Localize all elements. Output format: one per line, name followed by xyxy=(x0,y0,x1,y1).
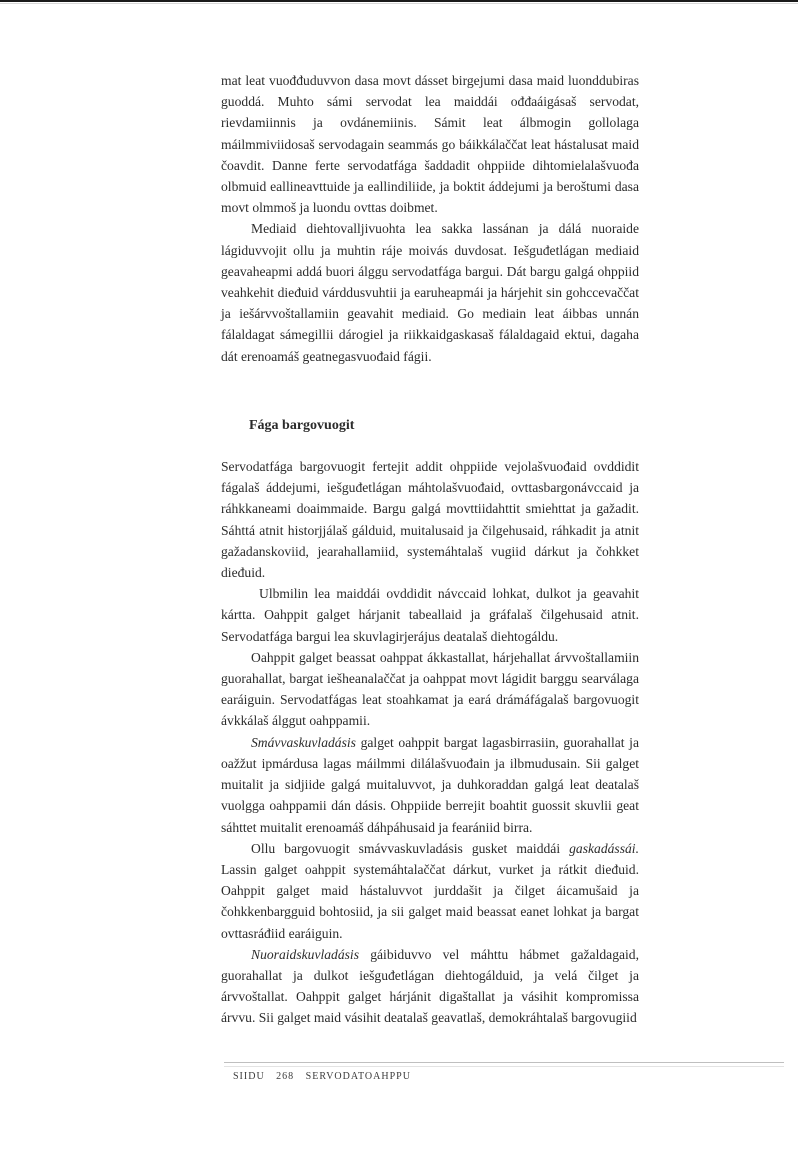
text-run: Ulbmilin lea maiddái ovddidit návccaid lohkat, dulkot ja geavahit kártta. Oahppit galget hárjanit tabeallaid ja gráfalaš čilgehusaid atnit. Servodatfága bargui lea skuvlagirjerájus deatalaš diehtogáldu. xyxy=(221,586,639,644)
paragraph: Mediaid diehtovalljivuohta lea sakka lassánan ja dálá nuoraide lágiduvvojit ollu ja muhtin ráje moivás duvdosat. Iešguđetlágan mediaid geavaheapmi addá buori álggu servodatfága bargui. Dát bargu galgá ohppiid veahkehit dieđuid várddusvuhtii ja earuheapmái ja hárjehit sin gohccevaččat ja iešárvvoštallamiin geavahit mediaid. Go mediain leat áibbas unnán fálaldagat sámegillii dárogiel ja riikkaidgaskasaš fálaldagaid ektui, dagaha dát erenoamáš geatnegasvuođaid fágii. xyxy=(221,221,639,364)
footer-rule-faint xyxy=(224,1066,784,1067)
page-footer xyxy=(233,1071,419,1082)
paragraph xyxy=(221,838,639,944)
footer-rule xyxy=(224,1062,784,1063)
italic-term: gaskadássái. xyxy=(569,840,639,856)
paragraph xyxy=(221,647,639,732)
paragraph xyxy=(221,944,639,1029)
page-number: 268 xyxy=(276,1071,295,1082)
text-run: galget oahppit bargat lagasbirrasiin, guorahallat ja oažžut ipmárdusa lagas máilmmi dilálašvuođain ja ilbmudusain. Sii galget muitalit ja sidjiide galgá muitaluvvot, ja duhkoraddan galgá leat deatalaš vuolgga oahppamii dán dásis. Ohppiide berrejit boahtit guossit skuvlii geat sáhttet muitalit erenoamáš dáhpáhusaid ja fearániid birra. xyxy=(221,734,639,835)
paragraph: mat leat vuođđuduvvon dasa movt dásset birgejumi dasa maid luonddubiras guoddá. Muhto sámi servodat lea maiddái ođđaáigásaš servodat, rievdamiinnis ja ovdánemiinis. Sámit leat álbmogin gollolaga máilmmiviidosaš servodagain seammás go báikkálaččat leat hástalusat maid čoavdit. Danne ferte servodatfága šaddadit ohppiide dihtomielalašvuođa olbmuid eallineavttuide ja eallindiliide, ja boktit áddejumi ja beroštumi dasa movt olmmoš ja luondu ovttas doibmet. xyxy=(221,73,639,216)
italic-term: Nuoraidskuvladásis xyxy=(251,946,359,962)
section-body xyxy=(221,456,639,1028)
spacer xyxy=(221,367,639,377)
text-run: Oahppit galget beassat oahppat ákkastallat, hárjehallat árvvoštallamiin guorahallat, bargat iešheanalaččat ja oahppat movt lágidit barggu searválaga earáiguin. Servodatfágas leat stoahkamat ja eará drámáfágalaš bargovuogit ávkkálaš álggut oahppamii. xyxy=(221,649,639,729)
italic-term: Smávvaskuvladásis xyxy=(251,734,356,750)
paragraph xyxy=(221,732,639,838)
text-run: Lassin galget oahppit systemáhtalaččat dárkut, vurket ja rátkit dieđuid. Oahppit galget maid hástaluvvot jurddašit ja čilget áicamušaid ja čohkkenbargguid bohtosiid, ja sii galget maid beassat eanet lohkat ja bargat ovttasráđiid earáiguin. xyxy=(221,861,639,941)
text-run: gáibiduvvo vel máhttu hábmet gažaldagaid, guorahallat ja dulkot iešguđetlágan diehtogálduid, ja velá čilget ja árvvoštallat. Oahppit galget hárjánit digaštallat ja vásihit kompromissa árvvu. Sii galget maid vásihit deatalaš geavatlaš, demokráhtalaš bargovugiid xyxy=(221,946,639,1026)
paragraph xyxy=(221,583,639,647)
section-heading: Fága bargovuogit xyxy=(249,417,355,433)
paragraph xyxy=(221,456,639,583)
footer-section-title: SERVODATOAHPPU xyxy=(305,1071,411,1082)
top-border-line xyxy=(0,0,798,2)
text-run: Servodatfága bargovuogit fertejit addit ohppiide vejolašvuođaid ovddidit fágalaš áddejumi, iešguđetlágan máhtolašvuođaid, ovttasbargonávccaid ja ráhkkaneami doaimmaide. Bargu galgá movttiidahttit smiehttat ja gažadit. Sáhttá atnit historjjálaš gálduid, muitalusaid ja čilgehusaid, ráhkadit ja atnit gažadanskoviid, jearahallamiid, systemáhtalaš vugiid dárkut ja čohkket dieđuid. xyxy=(221,459,639,581)
top-border-shadow xyxy=(0,3,798,4)
text-run: Ollu bargovuogit smávvaskuvladásis gusket maiddái xyxy=(251,840,570,856)
text-column xyxy=(221,70,639,1029)
footer-label: SIIDU xyxy=(233,1071,265,1082)
